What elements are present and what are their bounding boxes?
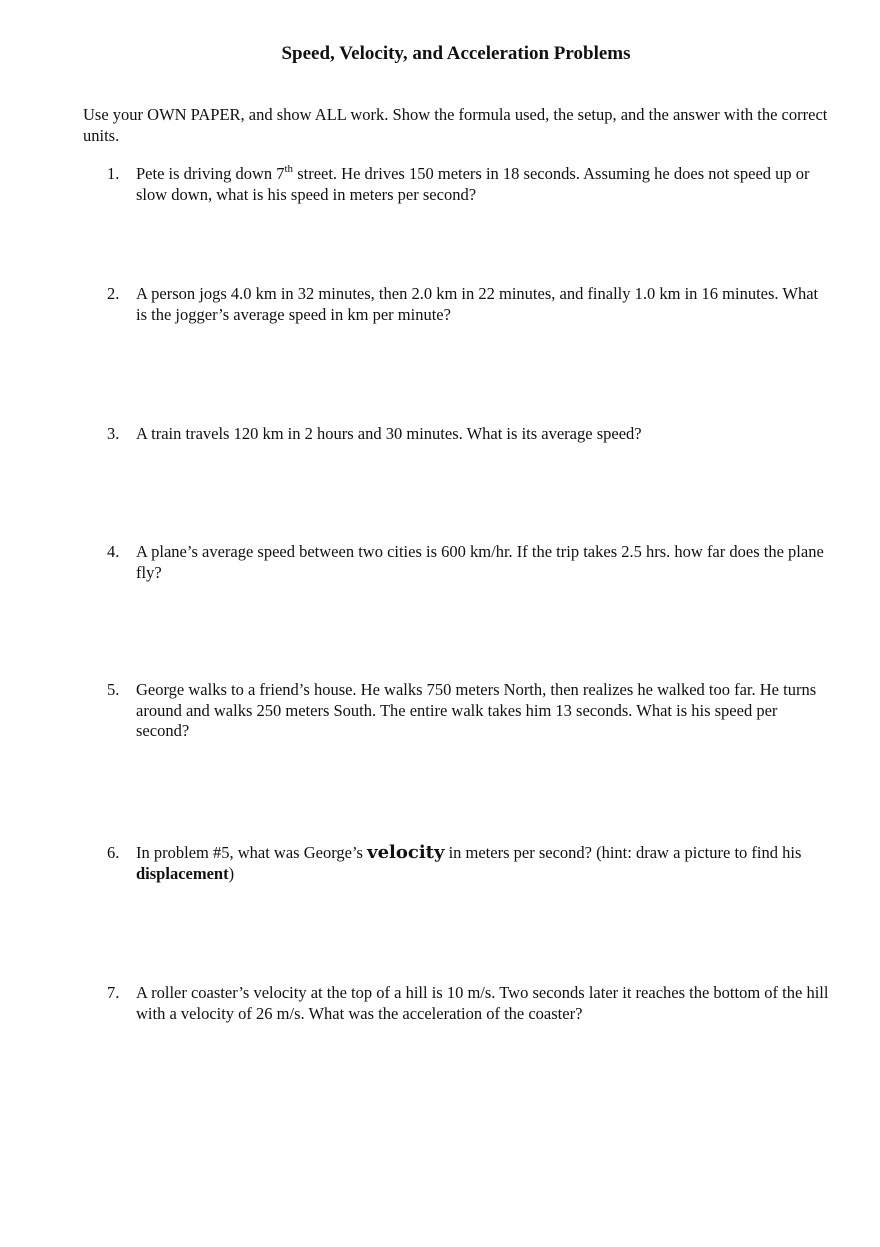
problem-number: 2.	[107, 284, 120, 303]
problem-number: 5.	[107, 680, 120, 699]
problem-text: George walks to a friend’s house. He walks 750 meters North, then realizes he walked too far. He turns around and walks 250 meters South. The entire walk takes him 13 seconds. What is his speed per second?	[136, 680, 817, 740]
ordinal-superscript: th	[284, 162, 294, 175]
problem-text	[136, 164, 832, 205]
problem-number: 4.	[107, 542, 120, 561]
problem-text: A roller coaster’s velocity at the top of a hill is 10 m/s. Two seconds later it reaches the bottom of the hill with a velocity of 26 m/s. What was the acceleration of the coaster?	[136, 983, 829, 1023]
problem-text-part: In problem #5, what was George’s	[136, 843, 368, 862]
instructions: Use your OWN PAPER, and show ALL work. Show the formula used, the setup, and the answer with the correct units.	[83, 105, 828, 145]
problem-6	[107, 843, 832, 884]
problem-number: 7.	[107, 983, 120, 1002]
problem-text-part: street. He drives 150 meters in 18 seconds. Assuming he does not speed up or slow down, what is his speed in meters per second?	[136, 164, 810, 204]
problem-number: 1.	[107, 164, 120, 183]
problem-number: 6.	[107, 843, 120, 862]
problem-2	[107, 284, 832, 325]
problem-text-part: )	[228, 863, 235, 883]
page-title: Speed, Velocity, and Acceleration Problems	[281, 43, 631, 64]
problem-text: A plane’s average speed between two cities is 600 km/hr. If the trip takes 2.5 hrs. how far does the plane fly?	[136, 542, 824, 582]
problem-1	[107, 164, 832, 205]
problem-5	[107, 680, 832, 742]
problem-text	[136, 843, 832, 884]
problem-4	[107, 542, 832, 583]
problem-text-part: Pete is driving down 7	[136, 164, 285, 183]
problem-7	[107, 983, 832, 1024]
problem-text: A train travels 120 km in 2 hours and 30 minutes. What is its average speed?	[136, 424, 642, 443]
displacement-emphasis: displacement	[136, 863, 229, 883]
problem-3	[107, 424, 832, 445]
problem-text: A person jogs 4.0 km in 32 minutes, then 2.0 km in 22 minutes, and finally 1.0 km in 16 minutes. What is the jogger’s average speed in km per minute?	[136, 284, 819, 324]
problem-number: 3.	[107, 424, 120, 443]
velocity-emphasis: velocity	[367, 842, 445, 863]
problem-text-part: in meters per second? (hint: draw a picture to find his	[444, 843, 802, 862]
